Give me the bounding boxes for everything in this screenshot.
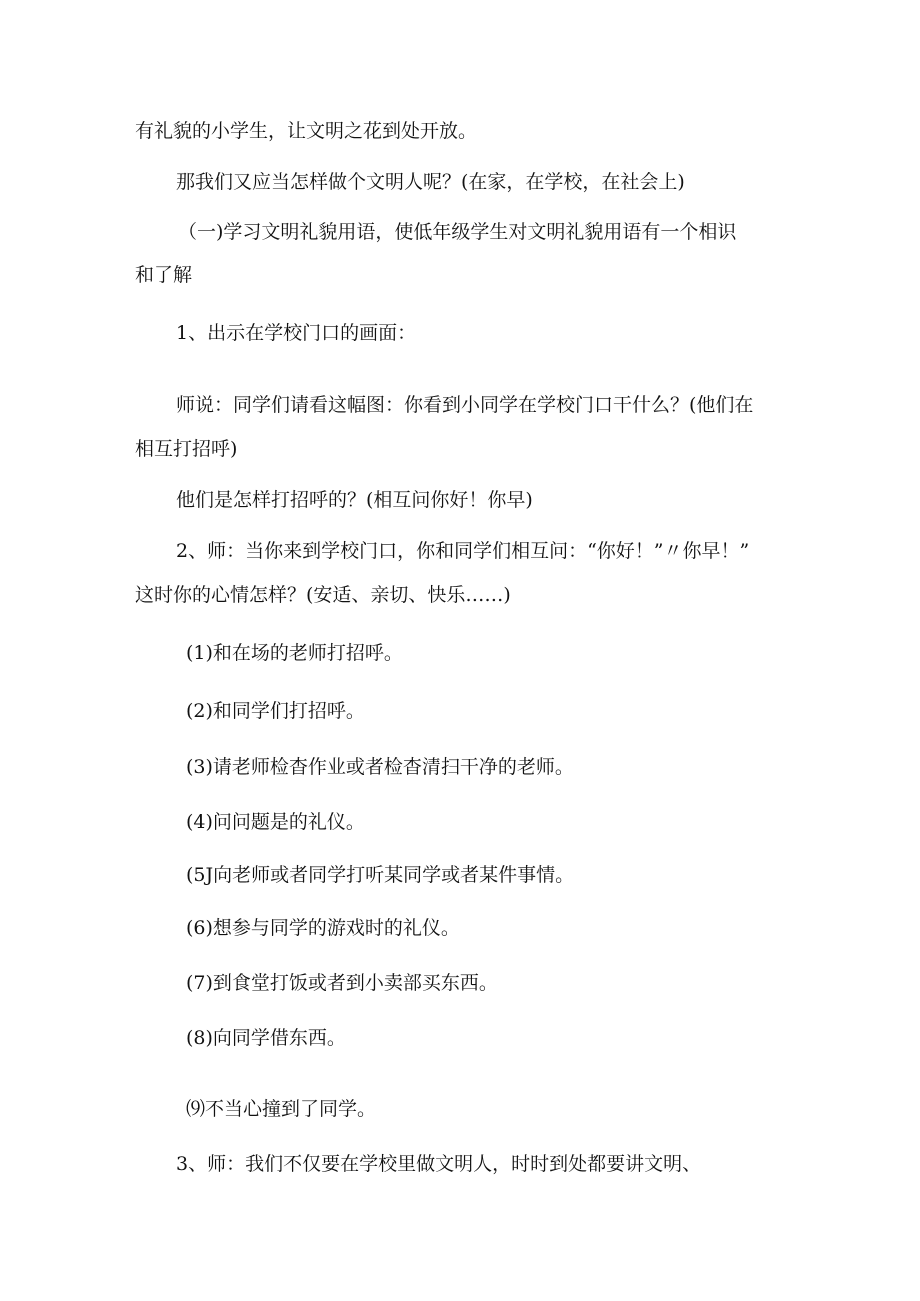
text-line-2: 那我们又应当怎样做个文明人呢？(在家，在学校，在社会上) [176, 171, 685, 193]
text-line-8: 他们是怎样打招呼的？(相互问你好！你早) [176, 489, 533, 511]
text-line-10: 这时你的心情怎样？(安适、亲切、快乐……) [135, 584, 511, 606]
text-line-5: 1、出示在学校门口的画面： [176, 322, 417, 344]
text-line-1: 有礼貌的小学生，让文明之花到处开放。 [135, 120, 478, 142]
list-item-6: (6)想参与同学的游戏时的礼仪。 [186, 917, 460, 939]
list-item-7: (7)到食堂打饭或者到小卖部买东西。 [186, 972, 498, 994]
list-item-3: (3)请老师检杳作业或者检杳清扫干净的老师。 [186, 756, 574, 778]
text-line-3: （一)学习文明礼貌用语，使低年级学生对文明礼貌用语有一个相识 [178, 221, 737, 243]
list-item-4: (4)问问题是的礼仪。 [186, 811, 365, 833]
list-item-9: ⑼不当心撞到了同学。 [186, 1098, 377, 1120]
text-line-7: 相互打招呼) [135, 438, 238, 460]
text-line-9: 2、师：当你来到学校门口，你和同学们相互问：“你好！”〃你早！” [176, 540, 750, 562]
text-line-20: 3、师：我们不仅要在学校里做文明人，时时到处都要讲文明、 [176, 1153, 702, 1175]
list-item-1: (1)和在场的老师打招呼。 [186, 642, 403, 664]
list-item-2: (2)和同学们打招呼。 [186, 700, 365, 722]
text-line-6: 师说：同学们请看这幅图：你看到小同学在学校门口干什么？(他们在 [176, 394, 754, 416]
text-line-4: 和了解 [135, 264, 193, 286]
list-item-8: (8)向同学借东西。 [186, 1027, 346, 1049]
list-item-5: (5J向老师或者同学打听某同学或者某件事情。 [186, 864, 575, 886]
